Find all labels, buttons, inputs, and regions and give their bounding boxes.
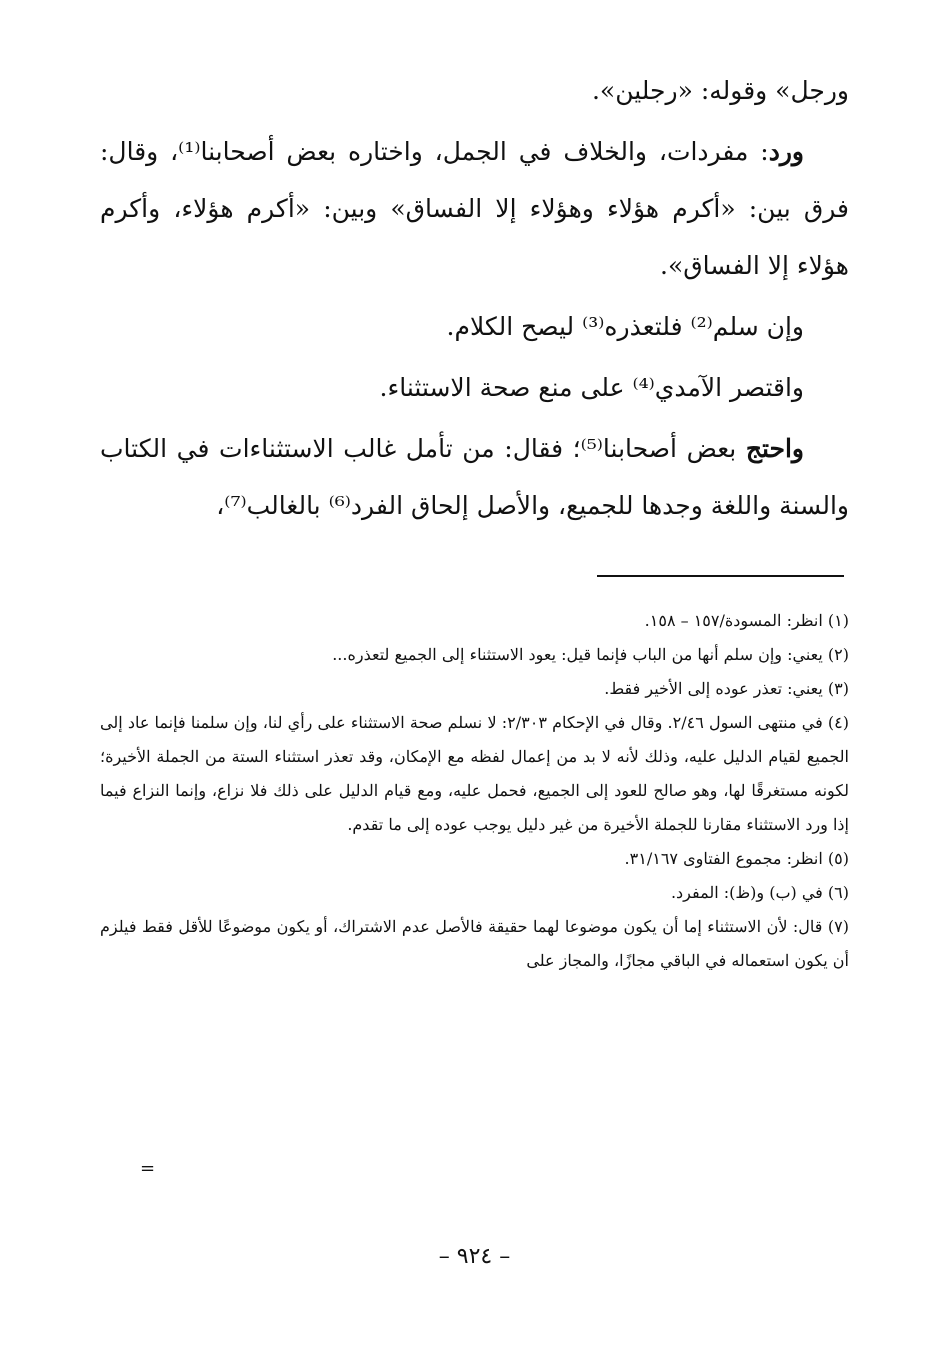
paragraph: [100, 123, 849, 294]
footnote: (٥) انظر: مجموع الفتاوى ٣١/١٦٧.: [624, 849, 849, 868]
paragraph-text: : مفردات، والخلاف في الجمل، واختاره بعض أصحابنا⁽¹⁾، وقال: فرق بين: «أكرم هؤلاء وهؤلاء إلا الفساق» وبين: «أكرم هؤلاء، وأكرم هؤلاء إلا الفساق».: [100, 137, 849, 280]
paragraph: [100, 420, 849, 534]
page-number: – ٩٢٤ –: [438, 1244, 511, 1269]
footnote: (٦) في (ب) و(ظ): المفرد.: [670, 883, 849, 902]
footnote: (٧) قال: لأن الاستثناء إما أن يكون موضوعا لهما حقيقة فالأصل عدم الاشتراك، أو يكون موضوعًا للأقل فقط فيلزم أن يكون استعماله في الباقي مجازًا، والمجاز على: [100, 917, 849, 970]
text-line: ورجل» وقوله: «رجلين».: [591, 76, 849, 105]
paragraph-lead-word: واحتج: [745, 434, 804, 463]
main-text: [100, 62, 849, 538]
continuation-mark: =: [140, 1158, 156, 1179]
paragraph: واقتصر الآمدي⁽⁴⁾ على منع صحة الاستثناء.: [379, 373, 804, 402]
footnote-separator: [597, 575, 844, 577]
paragraph-lead-word: ورد: [768, 137, 804, 166]
footnotes: [100, 604, 849, 978]
paragraph: وإن سلم⁽²⁾ فلتعذره⁽³⁾ ليصح الكلام.: [446, 312, 804, 341]
paragraph-text: بعض أصحابنا⁽⁵⁾؛ فقال: من تأمل غالب الاستثناءات في الكتاب والسنة واللغة وجدها للجميع، والأصل إلحاق الفرد⁽⁶⁾ بالغالب⁽⁷⁾،: [100, 434, 849, 520]
footnote: (٤) في منتهى السول ٢/٤٦. وقال في الإحكام ٢/٣٠٣: لا نسلم صحة الاستثناء على رأي لنا، وإن سلمنا فإنما عاد إلى الجميع لقيام الدليل عليه، وذلك لأنه لا بد من إعمال لفظه مع الإمكان، وقد تعذر استثناء الستة من الجملة الأخيرة؛ لكونه مستغرقًا لها، وهو صالح للعود إلى الجميع، فحمل عليه، ومع قيام الدليل على ذلك فلا نزاع، وإنما النزاع فيما إذا ورد الاستثناء مقارنا للجملة الأخيرة من غير دليل يوجب عوده إلى ما تقدم.: [100, 713, 850, 834]
footnote: (١) انظر: المسودة/١٥٧ – ١٥٨.: [644, 611, 849, 630]
footnote: (٣) يعني: تعذر عوده إلى الأخير فقط.: [604, 679, 849, 698]
footnote: (٢) يعني: وإن سلم أنها من الباب فإنما قيل: يعود الاستثناء إلى الجميع لتعذره...: [332, 645, 849, 664]
